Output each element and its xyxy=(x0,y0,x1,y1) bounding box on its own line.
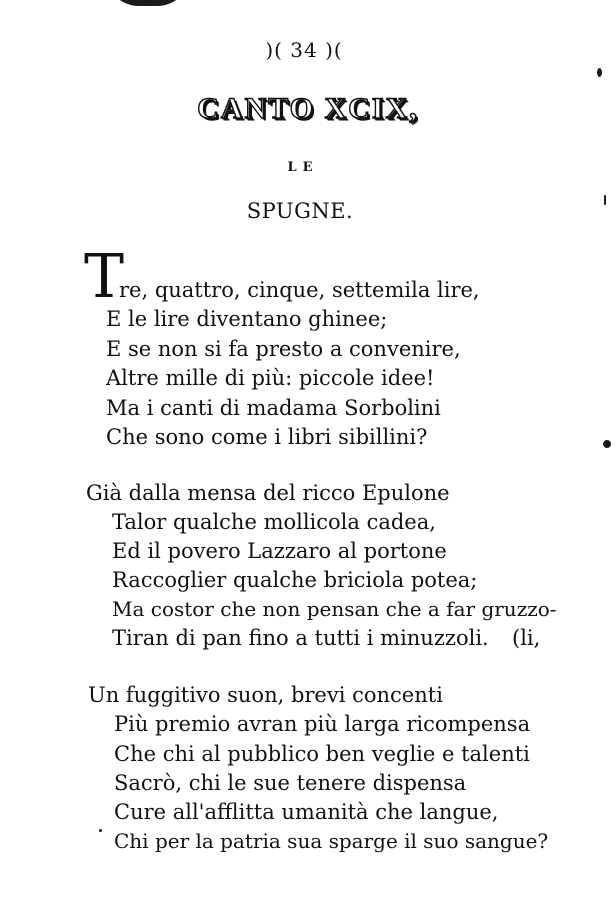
verse-line: Tiran di pan fino a tutti i minuzzoli. xyxy=(112,626,489,650)
verse-line: Che sono come i libri sibillini? xyxy=(106,425,428,449)
verse-line: Sacrò, chi le sue tenere dispensa xyxy=(114,771,467,795)
verse-line: Cure all'afflitta umanità che langue, xyxy=(114,800,499,824)
verse-line: Ed il povero Lazzaro al portone xyxy=(112,539,447,563)
verse-line: Che chi al pubblico ben veglie e talenti xyxy=(114,742,530,766)
verse-line: E se non si fa presto a convenire, xyxy=(106,337,461,361)
verse-line: Altre mille di più: piccole idee! xyxy=(106,366,435,390)
verse-line: re, quattro, cinque, settemila lire, xyxy=(119,278,480,302)
verse-line: Già dalla mensa del ricco Epulone xyxy=(86,481,450,505)
catchword: (li, xyxy=(512,626,541,650)
ink-blot xyxy=(105,0,191,6)
page-number: )( 34 )( xyxy=(265,38,343,62)
canto-title: CANTO XCIX, xyxy=(197,92,419,125)
verse-line: Un fuggitivo suon, brevi concenti xyxy=(88,683,443,707)
ink-speck xyxy=(99,829,102,832)
verse-line: Chi per la patria sua sparge il suo sangue? xyxy=(114,829,549,853)
drop-capital: T xyxy=(84,242,125,312)
verse-line: Più premio avran più larga ricompensa xyxy=(114,712,531,736)
ink-speck xyxy=(597,68,602,77)
verse-line: Talor qualche mollicola cadea, xyxy=(112,510,436,534)
poem-subtitle: SPUGNE. xyxy=(246,199,354,223)
article-heading: LE xyxy=(287,160,319,175)
verse-line: Ma costor che non pensan che a far gruzzo- xyxy=(112,597,557,621)
ink-speck xyxy=(603,440,611,448)
verse-line: E le lire diventano ghinee; xyxy=(106,307,388,331)
verse-line: Ma i canti di madama Sorbolini xyxy=(106,396,441,420)
verse-line: Raccoglier qualche briciola potea; xyxy=(112,568,478,592)
